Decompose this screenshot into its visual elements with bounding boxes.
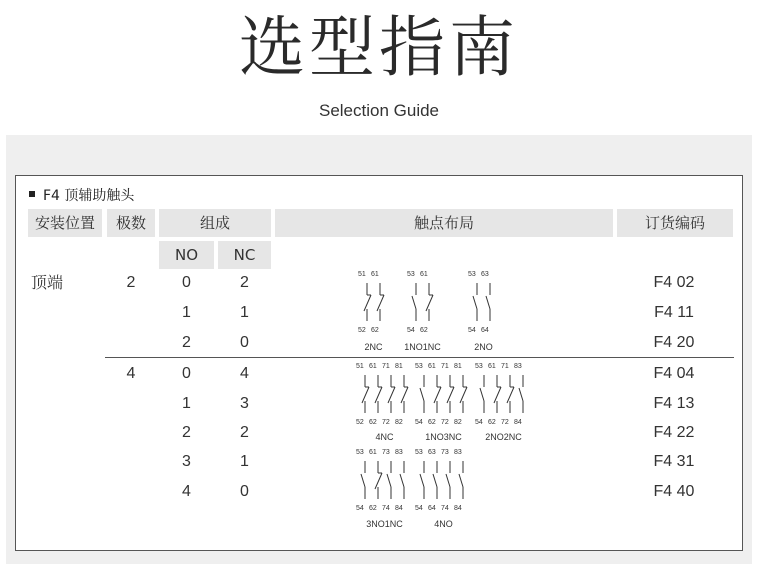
- page-title: 选型指南: [239, 9, 519, 86]
- diagram-label: 2NC: [364, 342, 383, 352]
- terminal-number-top: 53: [475, 363, 483, 370]
- terminal-number-bottom: 64: [428, 505, 436, 512]
- no-value: 2: [182, 334, 191, 351]
- no-value: 0: [182, 274, 191, 291]
- order-code: F4 13: [653, 395, 695, 412]
- no-value: 1: [182, 395, 191, 412]
- terminal-number-bottom: 72: [441, 419, 449, 426]
- order-code: F4 40: [653, 483, 695, 500]
- order-code: F4 11: [654, 304, 694, 321]
- terminal-number-top: 61: [420, 271, 428, 278]
- section-title-text: F4 顶辅助触头: [43, 188, 135, 204]
- terminal-number-bottom: 54: [356, 505, 364, 512]
- terminal-number-bottom: 82: [395, 419, 403, 426]
- diagram-label: 1NO1NC: [404, 342, 441, 352]
- terminal-number-top: 51: [358, 271, 366, 278]
- diagram-label: 2NO: [474, 342, 493, 352]
- terminal-number-top: 53: [415, 363, 423, 370]
- terminal-number-bottom: 62: [369, 505, 377, 512]
- no-value: 0: [182, 365, 191, 382]
- mount-value: 顶端: [31, 275, 64, 292]
- order-code: F4 31: [653, 453, 695, 470]
- terminal-number-bottom: 84: [454, 505, 462, 512]
- terminal-number-bottom: 62: [488, 419, 496, 426]
- header-no: NO: [159, 241, 214, 269]
- header-combo: 组成: [159, 209, 271, 237]
- terminal-number-bottom: 52: [356, 419, 364, 426]
- nc-value: 4: [240, 365, 249, 382]
- no-value: 3: [182, 453, 191, 470]
- terminal-number-top: 61: [369, 449, 377, 456]
- page-subtitle: Selection Guide: [318, 101, 440, 120]
- nc-value: 0: [240, 483, 249, 500]
- terminal-number-bottom: 74: [382, 505, 390, 512]
- terminal-number-top: 53: [415, 449, 423, 456]
- terminal-number-top: 71: [382, 363, 390, 370]
- terminal-number-top: 63: [481, 271, 489, 278]
- nc-value: 0: [240, 334, 249, 351]
- terminal-number-top: 53: [468, 271, 476, 278]
- terminal-number-bottom: 82: [454, 419, 462, 426]
- order-code: F4 04: [653, 365, 695, 382]
- order-code: F4 22: [653, 424, 695, 441]
- group-divider: [105, 357, 734, 358]
- terminal-number-bottom: 62: [369, 419, 377, 426]
- terminal-number-bottom: 62: [428, 419, 436, 426]
- no-value: 2: [182, 424, 191, 441]
- order-code: F4 20: [653, 334, 695, 351]
- terminal-number-bottom: 54: [415, 505, 423, 512]
- terminal-number-bottom: 74: [441, 505, 449, 512]
- header-layout: 触点布局: [275, 209, 613, 237]
- terminal-number-top: 83: [514, 363, 522, 370]
- bullet-square-icon: [29, 191, 35, 197]
- diagram-label: 1NO3NC: [425, 432, 462, 442]
- terminal-number-top: 81: [395, 363, 403, 370]
- terminal-number-top: 81: [454, 363, 462, 370]
- terminal-number-top: 53: [356, 449, 364, 456]
- poles-value: 2: [126, 274, 136, 291]
- no-value: 1: [182, 304, 191, 321]
- terminal-number-bottom: 84: [395, 505, 403, 512]
- nc-value: 2: [240, 424, 249, 441]
- terminal-number-top: 61: [488, 363, 496, 370]
- diagram-label: 4NC: [375, 432, 394, 442]
- terminal-number-top: 71: [441, 363, 449, 370]
- nc-value: 1: [240, 304, 249, 321]
- terminal-number-bottom: 62: [420, 327, 428, 334]
- terminal-number-bottom: 54: [407, 327, 415, 334]
- terminal-number-top: 73: [382, 449, 390, 456]
- diagram-label: 4NO: [434, 519, 453, 529]
- poles-value: 4: [126, 365, 136, 382]
- terminal-number-bottom: 54: [475, 419, 483, 426]
- terminal-number-top: 51: [356, 363, 364, 370]
- terminal-number-top: 61: [369, 363, 377, 370]
- terminal-number-bottom: 72: [501, 419, 509, 426]
- terminal-number-top: 71: [501, 363, 509, 370]
- header-nc: NC: [218, 241, 271, 269]
- terminal-number-top: 83: [395, 449, 403, 456]
- nc-value: 2: [240, 274, 249, 291]
- order-code: F4 02: [653, 274, 695, 291]
- terminal-number-bottom: 84: [514, 419, 522, 426]
- header-order-code: 订货编码: [617, 209, 733, 237]
- no-value: 4: [182, 483, 191, 500]
- terminal-number-top: 61: [428, 363, 436, 370]
- terminal-number-bottom: 72: [382, 419, 390, 426]
- terminal-number-top: 61: [371, 271, 379, 278]
- terminal-number-top: 63: [428, 449, 436, 456]
- terminal-number-bottom: 54: [468, 327, 476, 334]
- section-title: [29, 186, 134, 206]
- diagram-label: 3NO1NC: [366, 519, 403, 529]
- terminal-number-top: 73: [441, 449, 449, 456]
- header-poles: 极数: [107, 209, 155, 237]
- terminal-number-top: 53: [407, 271, 415, 278]
- terminal-number-bottom: 54: [415, 419, 423, 426]
- header-mount: 安装位置: [28, 209, 102, 237]
- nc-value: 3: [240, 395, 249, 412]
- terminal-number-top: 83: [454, 449, 462, 456]
- terminal-number-bottom: 62: [371, 327, 379, 334]
- nc-value: 1: [240, 453, 249, 470]
- diagram-label: 2NO2NC: [485, 432, 522, 442]
- terminal-number-bottom: 64: [481, 327, 489, 334]
- terminal-number-bottom: 52: [358, 327, 366, 334]
